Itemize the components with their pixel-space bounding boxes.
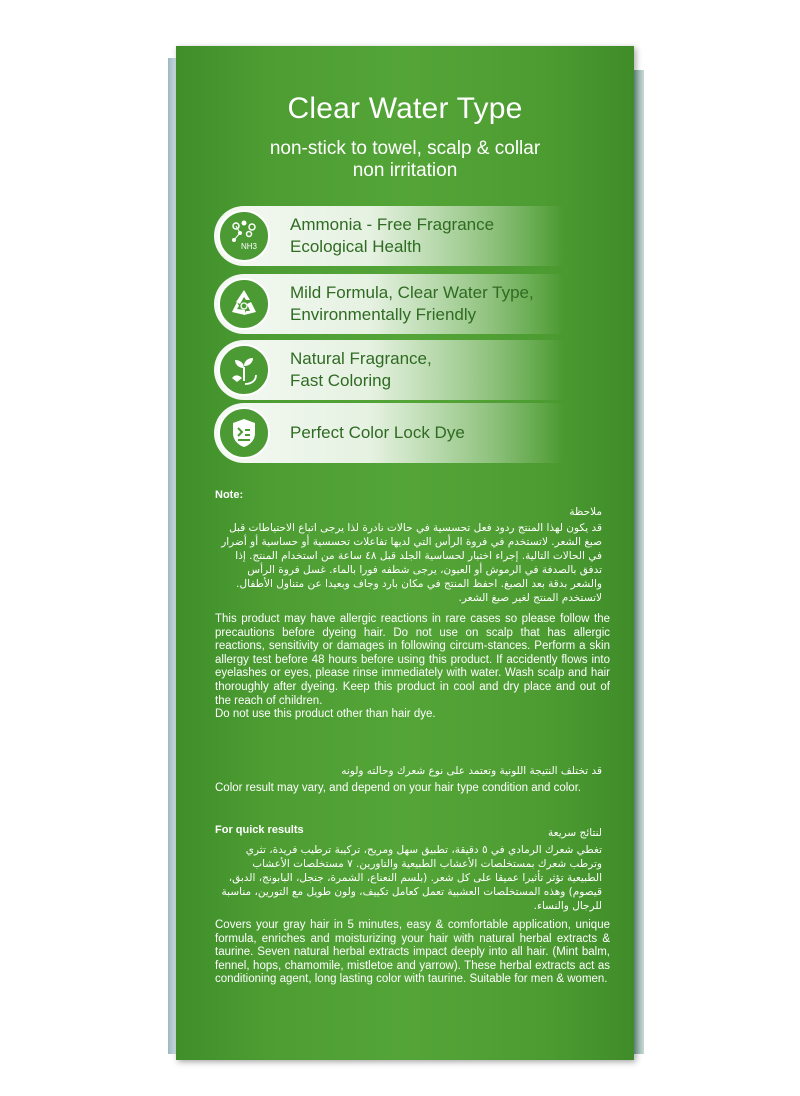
- note-english-paragraph: This product may have allergic reactions in rare cases so please follow the precautions before dyeing hair. Do not use on scalp that has allergic reactions, sensitivity or damages in following circum-stances. Perform a skin allergy test before 48 hours before using this product. If accidently flows into eyelashes or eyes, please rinse immediately with water. Wash scalp and hair thoroughly after dyeing. Keep this product in cool and dry place and out of the reach of children.: [215, 613, 610, 707]
- feature-mild-formula: [214, 274, 564, 334]
- feature-3-line-1: Natural Fragrance,: [290, 349, 432, 368]
- feature-1-line-1: Ammonia - Free Fragrance: [290, 215, 495, 234]
- note-arabic-body: قد يكون لهذا المنتج ردود فعل تحسسية في حالات نادرة لذا يرجى اتباع الاحتياطات قبل صبغ الشعر. لاتستخدم في فروة الرأس التي لديها تفاعلات تحسسية أو حساسية أو أضرار في الحالات التالية. إجراء اختبار لحساسية الجلد قبل ٤٨ ساعة من استخدام المنتج. إذا تدفق بالصدفة في الرموش أو العيون، يرجى شطفه فورا بالماء. غسل فروة الرأس والشعر بدقة بعد الصبغ. احفظ المنتج في مكان بارد وجاف وبعيدا عن متناول الأطفال. لاتستخدم المنتج لغير صبغ الشعر.: [221, 522, 602, 604]
- box-side-edge-right: [634, 70, 644, 1054]
- feature-2-line-1: Mild Formula, Clear Water Type,: [290, 283, 534, 302]
- quick-results-arabic-body: تغطي شعرك الرمادي في ٥ دقيقة، تطبيق سهل ومريح، تركيبة ترطيب فريدة، تثري وترطب شعرك بمستخلصات الأعشاب الطبيعية والتاورين. ٧ مستخلصات الأعشاب الطبيعية تؤثر تأثيرا عميقا على كل شعر. (بلسم النعناع، الشمرة، جنجل، البابونج، الدبق، قيصوم) وهذه المستخلصات العشبية تعمل كعامل تكييف، ولون طويل مع التورين، مناسبة للرجال والنساء.: [221, 844, 602, 912]
- feature-ammonia-free: [214, 206, 564, 266]
- note-english-last-line: Do not use this product other than hair dye.: [215, 708, 436, 721]
- subtitle-line-1: non-stick to towel, scalp & collar: [269, 138, 541, 159]
- note-heading: Note:: [215, 489, 244, 501]
- feature-color-lock: [214, 403, 564, 463]
- recycle-icon: [218, 278, 270, 330]
- feature-4-line-1: Perfect Color Lock Dye: [290, 423, 465, 442]
- nh3-label: NH3: [241, 242, 258, 251]
- molecule-icon: [218, 210, 270, 262]
- note-arabic-heading: ملاحظة: [569, 506, 602, 518]
- quick-results-english-body: Covers your gray hair in 5 minutes, easy & comfortable application, unique formula, enriches and moisturizing your hair with natural herbal extracts & taurine. Seven natural herbal extracts impact deeply into all hair. (Mint balm, fennel, hops, chamomile, mistletoe and yarrow). These herbal extracts act as conditioning agent, long lasting color with taurine. Suitable for men & women.: [215, 919, 610, 986]
- feature-2-line-2: Environmentally Friendly: [290, 305, 477, 324]
- note-english-body: [215, 613, 610, 722]
- color-result-english: Color result may vary, and depend on your hair type condition and color.: [215, 782, 582, 794]
- product-title: Clear Water Type: [287, 92, 523, 125]
- quick-results-heading: For quick results: [215, 824, 304, 836]
- feature-natural-fragrance: [214, 340, 564, 400]
- shield-icon: [218, 407, 270, 459]
- feature-1-line-2: Ecological Health: [290, 237, 422, 256]
- quick-results-arabic-heading: لنتائج سريعة: [548, 827, 602, 839]
- color-result-arabic: قد تختلف النتيجة اللونية وتعتمد على نوع شعرك وحالته ولونه: [341, 765, 602, 777]
- feature-3-line-2: Fast Coloring: [290, 371, 392, 390]
- sprout-icon: [218, 344, 270, 396]
- subtitle-line-2: non irritation: [352, 160, 458, 181]
